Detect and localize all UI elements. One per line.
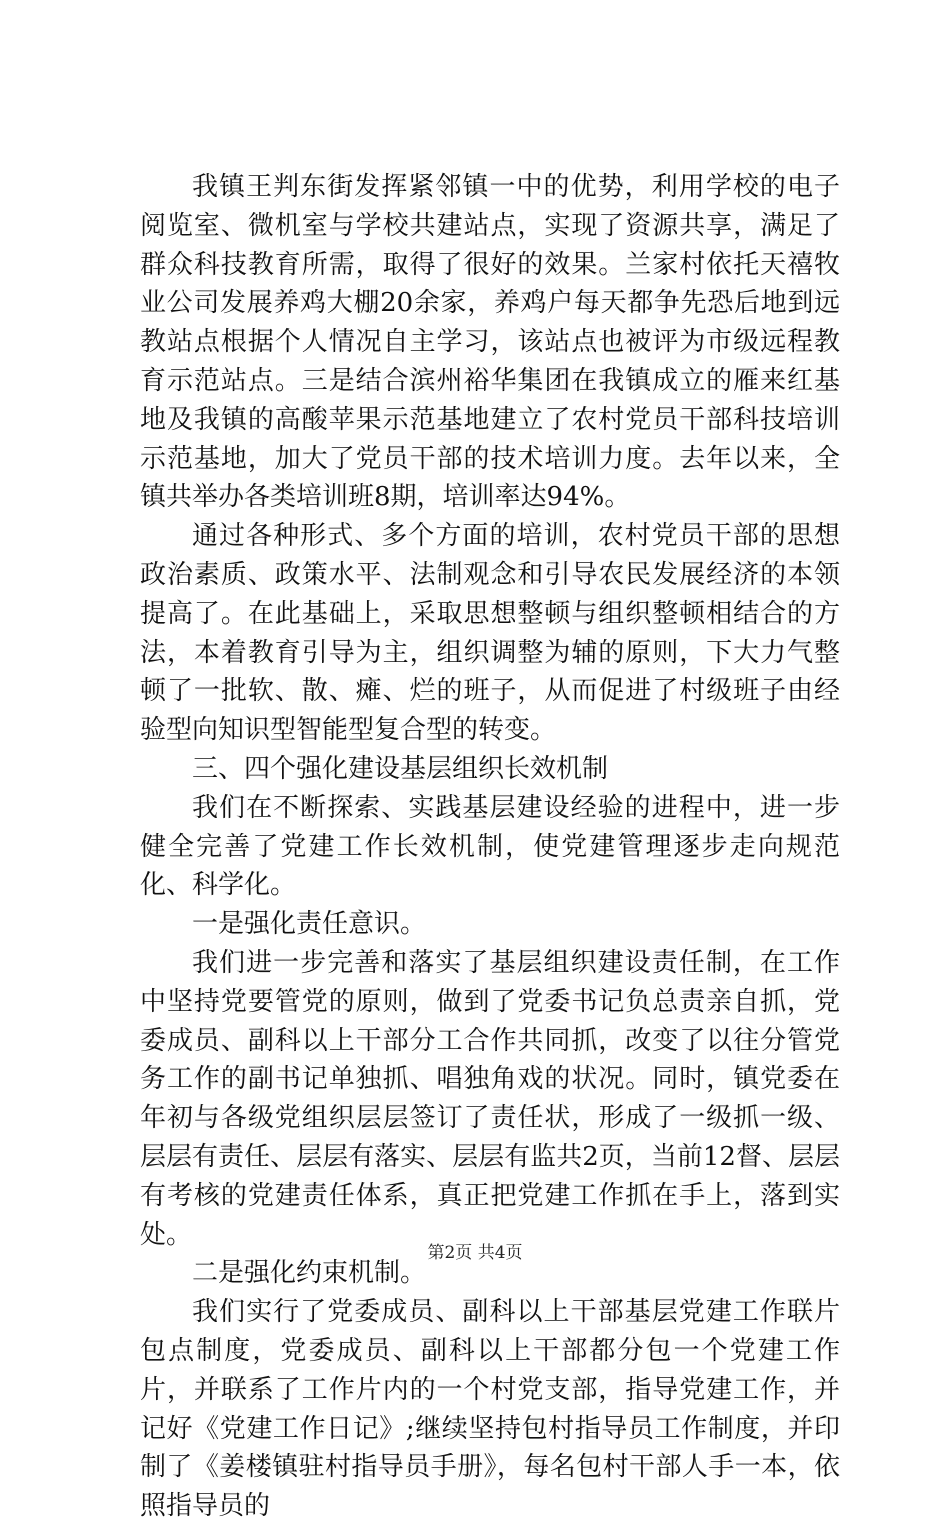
paragraph-2: 通过各种形式、多个方面的培训，农村党员干部的思想政治素质、政策水平、法制观念和引导农民发展经济的本领提高了。在此基础上，采取思想整顿与组织整顿相结合的方法，本着教育引导为主，组织调整为辅的原则，下大力气整顿了一批软、散、瘫、烂的班子，从而促进了村级班子由经验型向知识型智能型复合型的转变。 bbox=[140, 521, 840, 746]
paragraph-6: 我们进一步完善和落实了基层组织建设责任制，在工作中坚持党要管党的原则，做到了党委书记负总责亲自抓，党委成员、副科以上干部分工合作共同抓，改变了以往分管党务工作的副书记单独抓、唱独角戏的状况。同时，镇党委在年初与各级党组织层层签订了责任状，形成了一级抓一级、层层有责任、层层有落实、层层有监共2页，当前12督、层层有考核的党建责任体系，真正把党建工作抓在手上，落到实处。 bbox=[140, 947, 840, 1250]
paragraph-1: 我镇王判东街发挥紧邻镇一中的优势，利用学校的电子阅览室、微机室与学校共建站点，实现了资源共享，满足了群众科技教育所需，取得了很好的效果。兰家村依托天禧牧业公司发展养鸡大棚20余家，养鸡户每天都争先恐后地到远教站点根据个人情况自主学习，该站点也被评为市级远程教育示范站点。三是结合滨州裕华集团在我镇成立的雁来红基地及我镇的高酸苹果示范基地建立了农村党员干部科技培训示范基地，加大了党员干部的技术培训力度。去年以来，全镇共举办各类培训班8期，培训率达94%。 bbox=[140, 172, 840, 513]
page-number-footer: 第2页 共4页 bbox=[427, 1243, 523, 1263]
paragraph-4: 我们在不断探索、实践基层建设经验的进程中，进一步健全完善了党建工作长效机制，使党建管理逐步走向规范化、科学化。 bbox=[140, 792, 840, 901]
document-body bbox=[140, 168, 840, 1526]
section-heading-3: 三、四个强化建设基层组织长效机制 bbox=[192, 753, 609, 784]
paragraph-8: 我们实行了党委成员、副科以上干部基层党建工作联片包点制度，党委成员、副科以上干部都分包一个党建工作片，并联系了工作片内的一个村党支部，指导党建工作，并记好《党建工作日记》;继续坚持包村指导员工作制度，并印制了《姜楼镇驻村指导员手册》，每名包村干部人手一本，依照指导员的 bbox=[140, 1297, 840, 1522]
subheading-constraint: 二是强化约束机制。 bbox=[192, 1258, 427, 1289]
subheading-responsibility: 一是强化责任意识。 bbox=[192, 909, 427, 940]
